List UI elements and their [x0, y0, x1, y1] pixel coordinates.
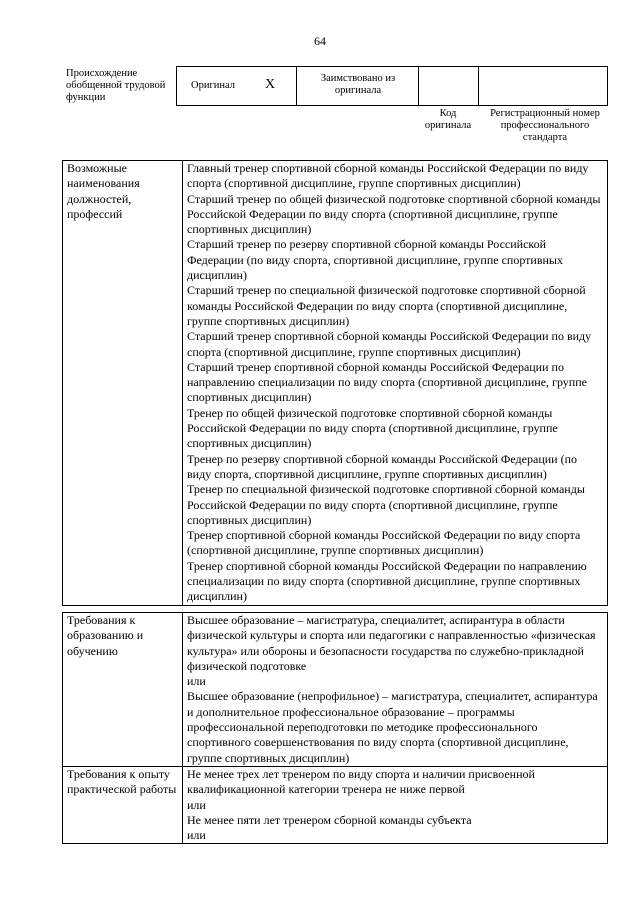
requirements-table	[62, 612, 608, 844]
code-cell	[419, 67, 479, 105]
education-item: Высшее образование (непрофильное) – магистратура, специалитет, аспирантура и дополнительное профессиональное образование – программы профессиональной переподготовки по методике профессионального спортивного совершенствования по виду спорта (спортивной дисциплине, группе спортивных дисциплин)	[187, 689, 598, 765]
education-item: Высшее образование – магистратура, специалитет, аспирантура в области физической культуры и спорта или педагогики с направленностью «физическая культура» или обороны и безопасности государства по служебно-прикладной физической подготовке	[187, 613, 596, 673]
position-item: Тренер по специальной физической подготовке спортивной сборной команды Российской Федерации по виду спорта (спортивной дисциплине, группе спортивных дисциплин)	[187, 482, 585, 527]
experience-item: Не менее пяти лет тренером сборной команды субъекта	[187, 812, 472, 827]
education-content	[183, 613, 608, 767]
original-cell	[177, 67, 297, 105]
education-row	[63, 613, 608, 767]
experience-label: Требования к опыту практической работы	[63, 766, 183, 843]
position-item: Главный тренер спортивной сборной команды Российской Федерации по виду спорта (спортивной дисциплине, группе спортивных дисциплин)	[187, 161, 589, 191]
reg-number-cell	[479, 67, 609, 105]
positions-table	[62, 160, 608, 606]
experience-item: или	[187, 828, 206, 843]
position-item: Тренер по общей физической подготовке спортивной сборной команды Российской Федерации по виду спорта (спортивной дисциплине, группе спортивных дисциплин)	[187, 405, 558, 451]
borrowed-cell	[297, 67, 419, 105]
position-item: Старший тренер по специальной физической подготовке спортивной сборной команды Российской Федерации по виду спорта (спортивной дисциплине, группе спортивных дисциплин)	[187, 283, 586, 328]
origin-table	[176, 66, 608, 106]
position-item: Старший тренер по резерву спортивной сборной команды Российской Федерации (по виду спорта, спортивной дисциплине, группе спортивных дисциплин)	[187, 237, 563, 283]
position-item: Старший тренер спортивной сборной команды Российской Федерации по виду спорта (спортивной дисциплине, группе спортивных дисциплин)	[187, 329, 592, 359]
positions-label: Возможные наименования должностей, профессий	[63, 161, 183, 606]
borrowed-label: Заимствовано из оригинала	[320, 73, 396, 96]
position-item: Тренер спортивной сборной команды Российской Федерации по виду спорта (спортивной дисциплине, группе спортивных дисциплин)	[187, 528, 581, 558]
experience-content	[183, 766, 608, 843]
education-label: Требования к образованию и обучению	[63, 613, 183, 767]
code-original-label: Код оригинала	[424, 108, 472, 131]
position-item: Тренер по резерву спортивной сборной команды Российской Федерации (по виду спорта, спортивной дисциплине, группе спортивных дисциплин)	[187, 451, 577, 481]
origin-label: Происхождение обобщенной трудовой функции	[66, 68, 166, 103]
original-mark: X	[265, 77, 276, 92]
positions-row	[63, 161, 608, 606]
experience-item: Не менее трех лет тренером по виду спорта и наличии присвоенной квалификационной категории тренера не ниже первой	[187, 766, 535, 797]
experience-item: или	[187, 797, 206, 812]
position-item: Старший тренер по общей физической подготовке спортивной сборной команды Российской Федерации по виду спорта (спортивной дисциплине, группе спортивных дисциплин)	[187, 191, 601, 237]
original-label: Оригинал	[191, 80, 235, 91]
position-item: Старший тренер спортивной сборной команды Российской Федерации по направлению специализации по виду спорта (спортивной дисциплине, группе спортивных дисциплин)	[187, 359, 587, 405]
reg-number-label: Регистрационный номер профессионального стандарта	[490, 108, 600, 143]
positions-list	[183, 161, 608, 606]
experience-row	[63, 766, 608, 843]
page-number: 64	[314, 34, 326, 48]
position-item: Тренер спортивной сборной команды Российской Федерации по направлению специализации по виду спорта (спортивной дисциплине, группе спортивных дисциплин)	[187, 558, 587, 604]
education-item: или	[187, 674, 206, 689]
